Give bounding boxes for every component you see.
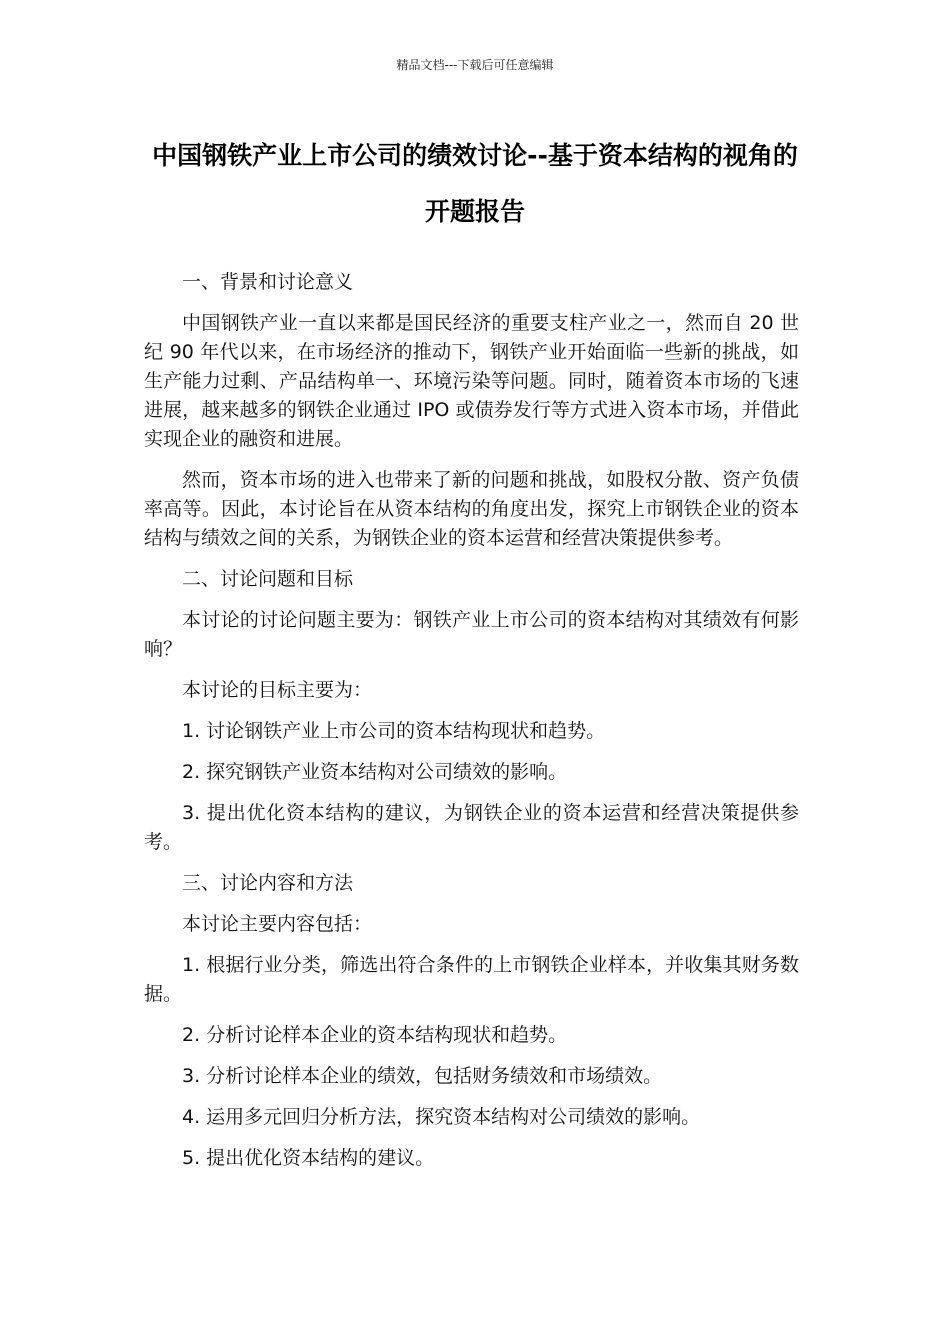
paragraph: 本讨论的目标主要为： [182, 679, 373, 701]
list-item: 4. 运用多元回归分析方法，探究资本结构对公司绩效的影响。 [182, 1106, 701, 1128]
paragraph: 中国钢铁产业一直以来都是国民经济的重要支柱产业之一，然而自 20 世纪 90 年代以来，在市场经济的推动下，钢铁产业开始面临一些新的挑战，如生产能力过剩、产品结构单一、环境污染等问题。同时，随着资本市场的飞速进展，越来越多的钢铁企业通过 IPO 或债券发行等方式进入资本市场，并借此实现企业的融资和进展。 [144, 312, 799, 450]
section-heading: 二、讨论问题和目标 [182, 568, 354, 590]
list-item: 2. 探究钢铁产业资本结构对公司绩效的影响。 [182, 761, 568, 783]
list-item: 5. 提出优化资本结构的建议。 [182, 1147, 435, 1169]
paragraph: 然而，资本市场的进入也带来了新的问题和挑战，如股权分散、资产负债率高等。因此，本讨论旨在从资本结构的角度出发，探究上市钢铁企业的资本结构与绩效之间的关系，为钢铁企业的资本运营和经营决策提供参考。 [144, 469, 799, 549]
section-heading: 三、讨论内容和方法 [182, 872, 354, 894]
list-item: 3. 分析讨论样本企业的绩效，包括财务绩效和市场绩效。 [182, 1065, 663, 1087]
paragraph: 本讨论的讨论问题主要为：钢铁产业上市公司的资本结构对其绩效有何影响？ [144, 609, 799, 660]
document-title: 中国钢铁产业上市公司的绩效讨论--基于资本结构的视角的开题报告 [152, 141, 798, 226]
section-heading: 一、背景和讨论意义 [182, 271, 354, 293]
list-item: 1. 根据行业分类，筛选出符合条件的上市钢铁企业样本，并收集其财务数据。 [144, 954, 799, 1005]
header-note: 精品文档---下载后可任意编辑 [396, 58, 554, 72]
list-item: 3. 提出优化资本结构的建议，为钢铁企业的资本运营和经营决策提供参考。 [144, 802, 799, 853]
paragraph: 本讨论主要内容包括： [182, 913, 373, 935]
list-item: 1. 讨论钢铁产业上市公司的资本结构现状和趋势。 [182, 720, 606, 742]
list-item: 2. 分析讨论样本企业的资本结构现状和趋势。 [182, 1024, 568, 1046]
document-body [144, 268, 799, 1185]
